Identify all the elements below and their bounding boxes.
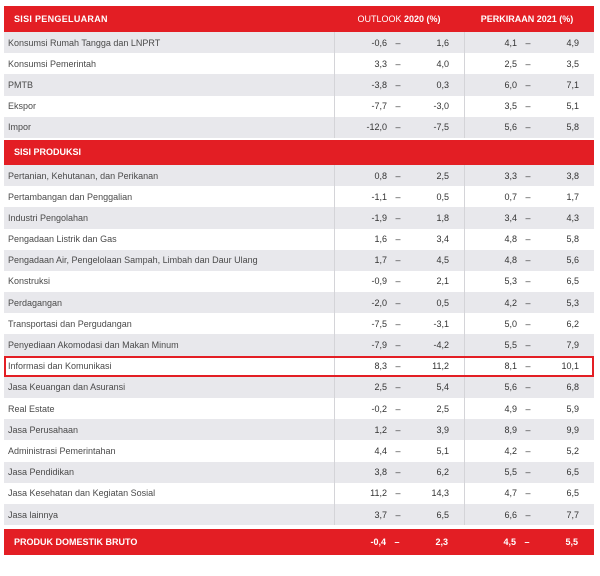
gdp-total-row xyxy=(4,529,594,555)
range-dash: – xyxy=(395,212,401,223)
table-row xyxy=(4,165,594,186)
forecast-2021-high: 9,9 xyxy=(566,424,579,435)
range-dash: – xyxy=(395,255,401,266)
row-label: Ekspor xyxy=(8,101,37,112)
outlook-2020-header xyxy=(334,14,464,24)
table-row xyxy=(4,483,594,504)
forecast-2021-low: 0,7 xyxy=(504,191,517,202)
outlook-2020-low: -0,9 xyxy=(371,276,387,287)
range-dash: – xyxy=(395,170,401,181)
forecast-2021-low: 5,3 xyxy=(504,276,517,287)
range-dash: – xyxy=(395,122,401,133)
outlook-2020-high: -7,5 xyxy=(433,122,449,133)
table-row xyxy=(4,356,594,377)
range-dash: – xyxy=(395,361,401,372)
range-dash: – xyxy=(525,122,531,133)
row-label: PMTB xyxy=(8,79,34,90)
forecast-2021-high: 6,8 xyxy=(566,382,579,393)
range-dash: – xyxy=(525,403,531,414)
forecast-2021-high: 5,6 xyxy=(566,255,579,266)
outlook-2020-low: -0,2 xyxy=(371,403,387,414)
table-row xyxy=(4,271,594,292)
range-dash: – xyxy=(395,318,401,329)
forecast-2021-header: PERKIRAAN 2021 (%) xyxy=(480,14,574,24)
outlook-2020-low: 11,2 xyxy=(370,488,387,499)
outlook-2020-low: -1,9 xyxy=(371,212,387,223)
outlook-2020-high: 14,3 xyxy=(431,488,449,499)
forecast-2021-high: 1,7 xyxy=(566,191,579,202)
forecast-2021-high: 7,1 xyxy=(566,79,579,90)
outlook-2020-low: -12,0 xyxy=(366,122,387,133)
range-dash: – xyxy=(525,191,531,202)
row-label: Penyediaan Akomodasi dan Makan Minum xyxy=(8,340,179,351)
forecast-2021-high: 10,1 xyxy=(561,361,579,372)
outlook-2020-high: 2,5 xyxy=(436,403,449,414)
table-row xyxy=(4,419,594,440)
forecast-2021-high: 6,5 xyxy=(566,488,579,499)
row-label: Pertanian, Kehutanan, dan Perikanan xyxy=(8,170,159,181)
forecast-2021-low: 6,6 xyxy=(504,509,517,520)
row-label: Impor xyxy=(8,122,32,133)
forecast-2021-high: 4,9 xyxy=(566,37,579,48)
forecast-2021-low: 5,5 xyxy=(504,467,517,478)
outlook-2020-low: -7,5 xyxy=(371,318,387,329)
range-dash: – xyxy=(525,361,531,372)
table-row xyxy=(4,96,594,117)
range-dash: – xyxy=(525,340,531,351)
row-label: Administrasi Pemerintahan xyxy=(8,445,116,456)
outlook-2020-low: -7,9 xyxy=(371,340,387,351)
row-label: Real Estate xyxy=(8,403,55,414)
forecast-2021-low: 4,8 xyxy=(504,255,517,266)
outlook-2020-low: 3,8 xyxy=(374,467,387,478)
row-label: Konstruksi xyxy=(8,276,51,287)
range-dash: – xyxy=(395,340,401,351)
gdp-2021-high: 5,5 xyxy=(565,537,578,548)
table-row xyxy=(4,74,594,95)
range-dash: – xyxy=(395,79,401,90)
outlook-2020-high: 3,4 xyxy=(436,234,449,245)
forecast-2021-low: 3,3 xyxy=(504,170,517,181)
row-label: Pertambangan dan Penggalian xyxy=(8,191,133,202)
range-dash: – xyxy=(395,297,401,308)
gdp-2020-low: -0,4 xyxy=(370,537,386,548)
gdp-label: PRODUK DOMESTIK BRUTO xyxy=(14,537,138,548)
range-dash: – xyxy=(395,191,401,202)
forecast-2021-low: 5,6 xyxy=(504,122,517,133)
range-dash: – xyxy=(395,101,401,112)
outlook-2020-high: 11,2 xyxy=(432,361,449,372)
range-dash: – xyxy=(525,58,531,69)
outlook-2020-low: 4,4 xyxy=(374,445,387,456)
table-row xyxy=(4,504,594,525)
outlook-2020-high: -3,1 xyxy=(433,318,449,329)
range-dash: – xyxy=(395,424,401,435)
range-dash: – xyxy=(395,445,401,456)
table-row xyxy=(4,398,594,419)
forecast-2021-low: 8,1 xyxy=(504,361,517,372)
row-label: Pengadaan Air, Pengelolaan Sampah, Limbah dan Daur Ulang xyxy=(8,255,258,266)
range-dash: – xyxy=(525,509,531,520)
outlook-2020-high: 0,5 xyxy=(436,297,449,308)
table-row xyxy=(4,229,594,250)
forecast-2021-low: 4,9 xyxy=(504,403,517,414)
row-label: Jasa lainnya xyxy=(8,509,59,520)
range-dash: – xyxy=(525,170,531,181)
forecast-2021-high: 5,8 xyxy=(566,234,579,245)
outlook-2020-low: 2,5 xyxy=(374,382,387,393)
outlook-2020-high: 1,6 xyxy=(436,37,449,48)
range-dash: – xyxy=(525,318,531,329)
range-dash: – xyxy=(525,255,531,266)
forecast-2021-high: 5,1 xyxy=(566,101,579,112)
forecast-2021-high: 5,8 xyxy=(566,122,579,133)
range-dash: – xyxy=(525,382,531,393)
forecast-2021-low: 5,0 xyxy=(504,318,517,329)
forecast-2021-low: 5,5 xyxy=(504,340,517,351)
forecast-2021-low: 4,7 xyxy=(504,488,517,499)
range-dash: – xyxy=(525,445,531,456)
outlook-2020-low: 1,7 xyxy=(374,255,387,266)
range-dash: – xyxy=(394,537,400,548)
forecast-2021-high: 5,3 xyxy=(566,297,579,308)
gdp-2020-high: 2,3 xyxy=(435,537,448,548)
row-label: Pengadaan Listrik dan Gas xyxy=(8,234,117,245)
range-dash: – xyxy=(395,276,401,287)
outlook-2020-low: -7,7 xyxy=(371,101,387,112)
outlook-2020-high: -3,0 xyxy=(433,101,449,112)
table-row xyxy=(4,186,594,207)
range-dash: – xyxy=(395,403,401,414)
outlook-2020-high: 5,1 xyxy=(436,445,449,456)
outlook-2020-high: 5,4 xyxy=(436,382,449,393)
range-dash: – xyxy=(525,212,531,223)
expenditure-rows xyxy=(4,32,594,138)
row-label: Jasa Pendidikan xyxy=(8,467,75,478)
outlook-label: OUTLOOK xyxy=(357,14,402,24)
outlook-2020-high: 1,8 xyxy=(436,212,449,223)
outlook-2020-high: -4,2 xyxy=(433,340,449,351)
range-dash: – xyxy=(525,467,531,478)
table-row xyxy=(4,207,594,228)
range-dash: – xyxy=(395,37,401,48)
forecast-2021-low: 4,1 xyxy=(504,37,517,48)
forecast-2021-high: 4,3 xyxy=(566,212,579,223)
outlook-year: 2020 (%) xyxy=(404,14,441,24)
forecast-2021-high: 5,9 xyxy=(566,403,579,414)
table-row xyxy=(4,250,594,271)
table-row xyxy=(4,313,594,334)
forecast-2021-low: 2,5 xyxy=(504,58,517,69)
forecast-2021-low: 4,2 xyxy=(504,297,517,308)
outlook-2020-low: 1,2 xyxy=(374,424,387,435)
row-label: Konsumsi Rumah Tangga dan LNPRT xyxy=(8,37,161,48)
row-label: Industri Pengolahan xyxy=(8,212,89,223)
forecast-2021-low: 4,8 xyxy=(504,234,517,245)
production-rows xyxy=(4,165,594,525)
forecast-2021-low: 4,2 xyxy=(504,445,517,456)
table-row xyxy=(4,117,594,138)
outlook-2020-low: 8,3 xyxy=(374,361,387,372)
row-label: Jasa Keuangan dan Asuransi xyxy=(8,382,126,393)
outlook-2020-low: -3,8 xyxy=(371,79,387,90)
table-row xyxy=(4,53,594,74)
outlook-2020-low: 3,3 xyxy=(374,58,387,69)
outlook-2020-low: -2,0 xyxy=(371,297,387,308)
range-dash: – xyxy=(524,537,530,548)
row-label: Jasa Kesehatan dan Kegiatan Sosial xyxy=(8,488,156,499)
table-row xyxy=(4,377,594,398)
row-label: Perdagangan xyxy=(8,297,63,308)
forecast-2021-high: 5,2 xyxy=(566,445,579,456)
forecast-2021-low: 6,0 xyxy=(504,79,517,90)
expenditure-header-row xyxy=(4,6,594,32)
range-dash: – xyxy=(395,58,401,69)
table-row xyxy=(4,32,594,53)
outlook-2020-high: 6,2 xyxy=(436,467,449,478)
range-dash: – xyxy=(525,37,531,48)
range-dash: – xyxy=(395,488,401,499)
forecast-2021-low: 3,5 xyxy=(504,101,517,112)
range-dash: – xyxy=(525,424,531,435)
outlook-2020-low: 1,6 xyxy=(374,234,387,245)
gdp-2021-low: 4,5 xyxy=(503,537,516,548)
forecast-2021-high: 3,8 xyxy=(566,170,579,181)
economic-outlook-table xyxy=(4,6,594,555)
production-section-title: SISI PRODUKSI xyxy=(4,140,594,165)
outlook-2020-low: 0,8 xyxy=(374,170,387,181)
range-dash: – xyxy=(525,234,531,245)
range-dash: – xyxy=(395,234,401,245)
row-label: Konsumsi Pemerintah xyxy=(8,58,97,69)
range-dash: – xyxy=(395,509,401,520)
range-dash: – xyxy=(395,467,401,478)
outlook-2020-high: 2,1 xyxy=(436,276,449,287)
forecast-2021-low: 5,6 xyxy=(504,382,517,393)
table-row xyxy=(4,292,594,313)
range-dash: – xyxy=(525,488,531,499)
table-row xyxy=(4,462,594,483)
forecast-2021-low: 3,4 xyxy=(504,212,517,223)
table-row xyxy=(4,334,594,355)
row-label: Informasi dan Komunikasi xyxy=(8,361,112,372)
outlook-2020-low: 3,7 xyxy=(374,509,387,520)
outlook-2020-high: 2,5 xyxy=(436,170,449,181)
row-label: Transportasi dan Pergudangan xyxy=(8,318,132,329)
range-dash: – xyxy=(525,297,531,308)
outlook-2020-high: 0,5 xyxy=(436,191,449,202)
expenditure-section-title: SISI PENGELUARAN xyxy=(14,14,108,24)
forecast-2021-high: 7,9 xyxy=(566,340,579,351)
outlook-2020-high: 3,9 xyxy=(436,424,449,435)
range-dash: – xyxy=(525,276,531,287)
outlook-2020-high: 6,5 xyxy=(436,509,449,520)
forecast-2021-high: 7,7 xyxy=(566,509,579,520)
forecast-2021-high: 6,5 xyxy=(566,276,579,287)
outlook-2020-low: -1,1 xyxy=(371,191,387,202)
outlook-2020-high: 4,0 xyxy=(436,58,449,69)
outlook-2020-high: 0,3 xyxy=(436,79,449,90)
outlook-2020-high: 4,5 xyxy=(436,255,449,266)
forecast-2021-low: 8,9 xyxy=(504,424,517,435)
outlook-2020-low: -0,6 xyxy=(371,37,387,48)
range-dash: – xyxy=(395,382,401,393)
forecast-2021-high: 6,2 xyxy=(566,318,579,329)
row-label: Jasa Perusahaan xyxy=(8,424,79,435)
forecast-2021-high: 6,5 xyxy=(566,467,579,478)
range-dash: – xyxy=(525,101,531,112)
range-dash: – xyxy=(525,79,531,90)
forecast-2021-high: 3,5 xyxy=(566,58,579,69)
table-row xyxy=(4,440,594,461)
